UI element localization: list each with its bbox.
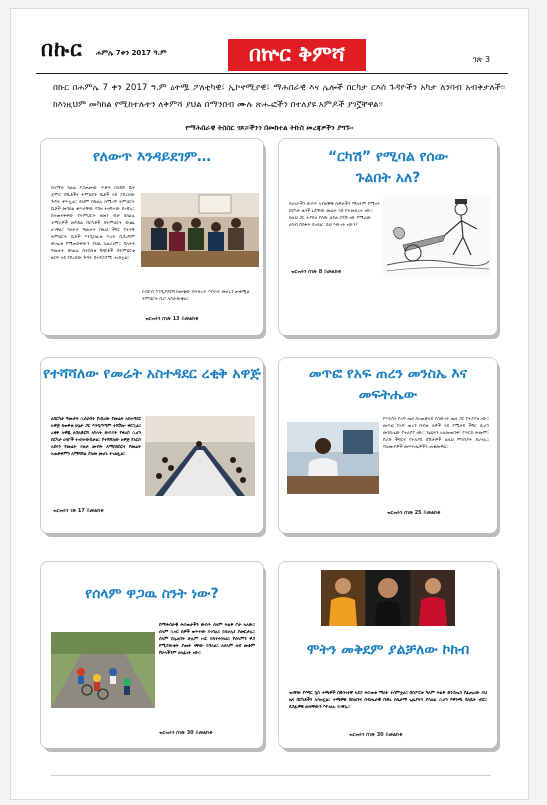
article-card-3[interactable] — [41, 358, 263, 533]
page-reference: ዝርዝሩን በገጽ 30 ይመልከቱ — [349, 732, 403, 738]
article-card-1[interactable] — [41, 139, 263, 335]
doctor-photo — [287, 422, 379, 494]
article-excerpt: በማሕበራዊ ሕይወታችን ውስጥ ሰላም ትልቅ ቦታ አለው፡፡ ሰላም ሲኖር ሰዎች ወጥተው ይገባሉ፤ ይሰራሉ፤ ያመርታሉ፡፡ ሰላም በሌለበት ሁሉም ነገር ይስተጓጎላል፡፡ የሰላምን ዋጋ የሚያውቁት ያጡት ናቸው ይባላል፡፡ ለሰላም ዘብ መቆም የሁላችንም ኃላፊነት ነው፡፡ — [159, 623, 255, 656]
newspaper-page — [10, 8, 529, 800]
classroom-photo — [141, 193, 259, 267]
cyclists-photo — [51, 632, 155, 708]
article-excerpt: የጥርስና የአፍ ጤና ከአጠቃላይ የሰውነት ጤና ጋር የተያያዘ ነው፡፡ መጥፎ የአፍ ጠረን በብዙ ሰዎች ላይ የሚታይ ችግር ሲሆን መንስኤው የተለያየ ነው፡፡ ንፅህናን አለመጠበቅ፣ የጥርስ ሕመም፣ የሆድ ችግርና የተለያዩ በሽታዎች ለዚህ ምክንያት ይሆናሉ፡፡ ባለሙያዎች መፍትሔዎችን ጠቁመዋል፡፡ — [383, 417, 489, 450]
article-excerpt: ለበርካታ ዓመታት ሲሰራበት የነበረው የመሬት አስተዳደር አዋጅ ከወቅቱ ሁኔታ ጋር እንዲጣጣም ተሻሽሎ ቀርቧል፡፡ ረቂቅ አዋጁ ለባለድርሻ አካላት ውይይት የቀረበ ሲሆን በርካታ ሀሳቦች ተነስተውበታል፡፡ የተሻሻለው አዋጅ የአርሶ አደሩን የመሬት ይዞታ መብት ለማስከበርና የመሬት አጠቃቀምን ለማሻሻል ያለመ መሆኑ ተገልጿል፡፡ — [51, 417, 141, 457]
page-reference: ዝርዝሩን በገጽ 8 ይመልከቱ — [291, 269, 341, 275]
football-player-photo — [321, 570, 455, 626]
page-reference: ዝርዝሩን በገጽ 25 ይመልከቱ — [387, 510, 441, 516]
article-card-2[interactable] — [279, 139, 497, 335]
header-rule — [36, 73, 508, 74]
article-title: የሰላም ዋጋዉ ስንት ነው? — [85, 586, 219, 602]
page-number: ገጽ 3 — [473, 55, 491, 64]
meeting-photo — [145, 416, 255, 496]
page-reference: ዝርዝሩን ገጽ 17 ይመልከቱ — [53, 508, 104, 514]
cartoon-illustration — [383, 195, 491, 277]
article-title: መጥፎ የአፍ ጠረን መንስኤ እና መፍትሔው — [308, 366, 468, 403]
article-title: “ርካሽ” የሚባል የሰው ጉልበት አለ? — [327, 149, 449, 186]
article-card-4[interactable] — [279, 358, 497, 533]
article-excerpt: በሀገራችን ውስጥ አብዛኞቹ ሰዎቻችን ማለትም የሚኖሩ በርካታ ዜጎች ኑሯቸው መሬት ላይ የተመሰረተ ነው፡፡ ከዚህ ጋር ተያይዞ የሰው ኃይል ርካሽ ነው የሚለው ሀሳብ በስፋት ይነሳል፡፡ ይህ እውነት ነውን? — [289, 202, 380, 228]
photo-caption: ርብርብ እንዲያደርግ ከመቼው በትኩረት እየሠራ መሆኑን ጠቁሟል ትምህርት ቢሮ አስታውቋል፡፡ — [142, 290, 250, 302]
footer-rule — [51, 775, 491, 776]
article-title: የተሻሻለው የመሬት አስተዳደር ረቂቅ አዋጅ — [43, 366, 261, 382]
article-title: የለውጥ እንዳይደገም… — [92, 149, 212, 165]
article-excerpt: ዝነኛው የእግር ኳስ ተጫዋች በድንገተኛ አደጋ ሕይወቱ ማለፉ ተሰምቷል፡፡ በስፖርቱ ዓለም ትልቅ ድንጋጤን የፈጠረው ይህ ዜና በርካቶችን አሳዝኗል፡፡ ተጫዋቹ በክለቡና በብሔራዊ ቡድኑ ስኬታማ ጊዜያትን ያሳለፈ ሲሆን የዋንጫ ባለቤት ነበር፡፡ ደጋፊዎቹ ሀዘናቸውን እየገለፁ ይገኛሉ፡፡ — [289, 691, 487, 710]
article-card-6[interactable] — [279, 562, 497, 748]
section-title: በኵር ቅምሻ — [228, 39, 366, 71]
social-subhead: የማሕበራዊ ትስስር ገጾቻችንን በመከተል ትኩስ መረጃዎችን ያግኙ፡፡ — [185, 124, 354, 132]
issue-date: ሐምሌ 7ቀን 2017 ዓ.ም — [96, 49, 167, 57]
article-title: ሞትን መቅደም ያልቻለው ኮከብ — [306, 642, 470, 658]
article-excerpt: በአማራ ክልል ያጋጠመው ጥቃት ከሰደድ ቤት ጀምሮ በቤቶችና ትምህርት ቤቶች ላይ ያደረሰው ጉዳት ቀጥሏል፡፡ ይህም በክልሉ ከሚገኙ ትምህርት ቤቶች መካከል ቁጥራቸው የበዛ ተዘግተው ይገኛሉ፡፡ በተጠናቀቀው የትምህርት ዘመን ብቻ ከክልሉ ተማሪዎች መካከል በርካቶች ከትምህርት ውጪ ሆነዋል፡፡ ባለፉት ዓመታት በዚህ ችግር የተጎዱ ትምህርት ቤቶች እንዲከፈቱ ጥረት ቢደረግም ውጤቱ የሚጠበቀውን ያህል አልሆነም፡፡ ባለፉት ዓመታት በክልሉ በተከሰቱ ግጭቶች በትምህርቱ ዘርፍ ላይ የደረሰው ጉዳት በተደጋጋሚ ተነስቷል፡፡ — [51, 186, 135, 261]
intro-paragraph: በኩር በሐምሌ 7 ቀን 2017 ዓ.ም ዕትሟ ፖለቲካዊ፣ ኢኮኖሚያዊ፣ ማሕበራዊ እና ሌሎች በርካታ ርእሰ ጉዳዮችን አካታ ለንባብ አብቅታለች፡፡ ከእነዚህም መካከል የሚከተሉትን ለቅምሻ ያህል በማንበብ ሙሉ ጽሑፎችን በተለያዩ አምዶች ያገኟቸዋል፡፡ — [53, 83, 505, 110]
page-reference: ዝርዝሩን በገጽ 30 ይመልከቱ — [159, 730, 213, 736]
article-card-5[interactable] — [41, 562, 263, 748]
page-reference: ዝርዝሩን በገጽ 13 ይመልከቱ — [145, 316, 199, 322]
masthead-name: በኩር — [41, 37, 83, 61]
